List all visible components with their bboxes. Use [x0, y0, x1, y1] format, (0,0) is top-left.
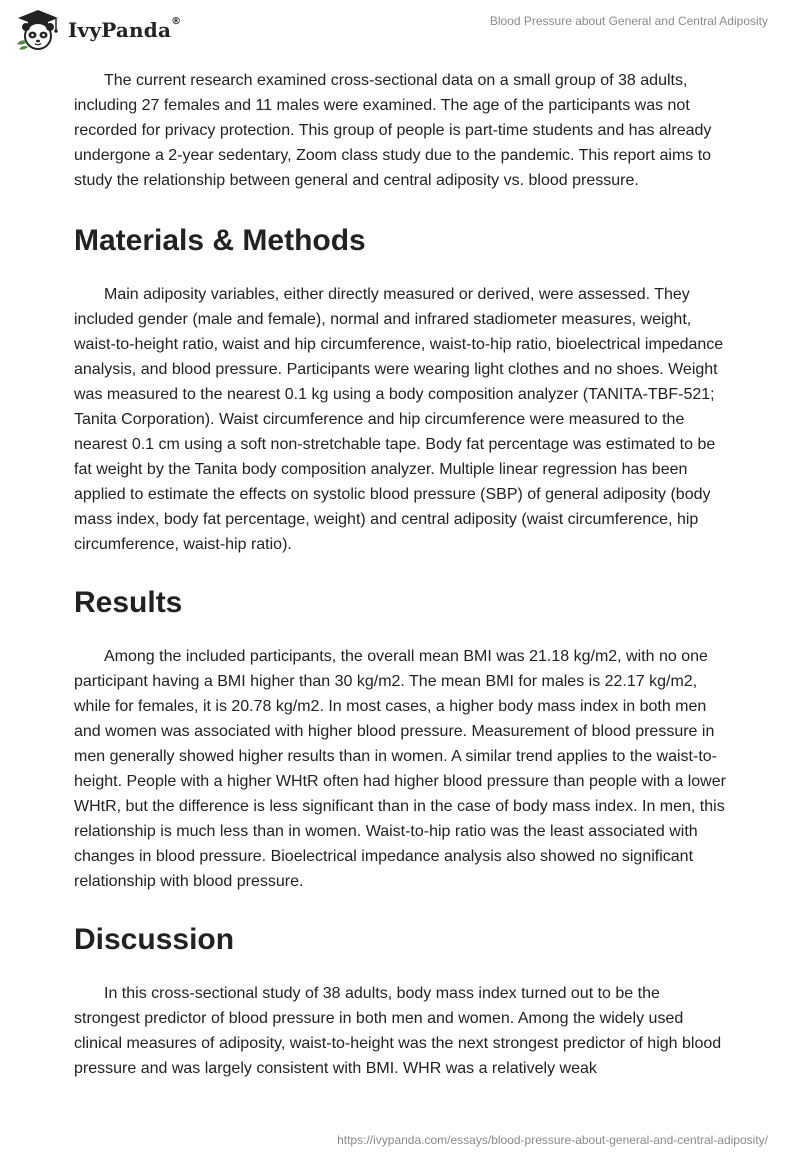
discussion-heading: Discussion [74, 923, 235, 956]
article-body [74, 68, 726, 1081]
results-heading: Results [74, 586, 183, 619]
brand-name: IvyPanda® [68, 16, 182, 42]
brand-logo[interactable] [14, 8, 181, 52]
discussion-paragraph: In this cross-sectional study of 38 adults, body mass index turned out to be the strongest predictor of blood pressure in both men and women. Among the widely used clinical measures of adiposity, waist-to-height was the next strongest predictor of high blood pressure and was largely consistent with BMI. WHR was a relatively weak [74, 985, 722, 1077]
running-title: Blood Pressure about General and Central Adiposity [489, 14, 768, 28]
intro-paragraph: The current research examined cross-sectional data on a small group of 38 adults, including 27 females and 11 males were examined. The age of the participants was not recorded for privacy protection. This group of people is part-time students and has already undergone a 2-year sedentary, Zoom class study due to the pandemic. This report aims to study the relationship between general and central adiposity vs. blood pressure. [74, 72, 712, 189]
materials-methods-paragraph: Main adiposity variables, either directly measured or derived, were assessed. They included gender (male and female), normal and infrared stadiometer measures, weight, waist-to-height ratio, waist and hip circumference, waist-to-hip ratio, bioelectrical impedance analysis, and blood pressure. Participants were wearing light clothes and no shoes. Weight was measured to the nearest 0.1 kg using a body composition analyzer (TANITA-TBF-521; Tanita Corporation). Waist circumference and hip circumference were measured to the nearest 0.1 cm using a soft non-stretchable tape. Body fat percentage was estimated to be fat weight by the Tanita body composition analyzer. Multiple linear regression has been applied to estimate the effects on systolic blood pressure (SBP) of general adiposity (body mass index, body fat percentage, weight) and central adiposity (waist circumference, hip circumference, waist-hip ratio). [74, 286, 724, 553]
materials-methods-heading: Materials & Methods [74, 224, 366, 257]
source-url[interactable]: https://ivypanda.com/essays/blood-pressure-about-general-and-central-adiposity/ [337, 1133, 768, 1147]
page-header [0, 0, 800, 60]
results-paragraph: Among the included participants, the overall mean BMI was 21.18 kg/m2, with no one participant having a BMI higher than 30 kg/m2. The mean BMI for males is 22.17 kg/m2, while for females, it is 20.78 kg/m2. In most cases, a higher body mass index in both men and women was associated with higher blood pressure. Measurement of blood pressure in men generally showed higher results than in women. A similar trend applies to the waist-to-height. People with a higher WHtR often had higher blood pressure than people with a lower WHtR, but the difference is less significant than in the case of body mass index. In men, this relationship is much less than in women. Waist-to-hip ratio was the least associated with changes in blood pressure. Bioelectrical impedance analysis also showed no significant relationship with blood pressure. [74, 648, 726, 890]
panda-graduate-icon [14, 8, 62, 52]
